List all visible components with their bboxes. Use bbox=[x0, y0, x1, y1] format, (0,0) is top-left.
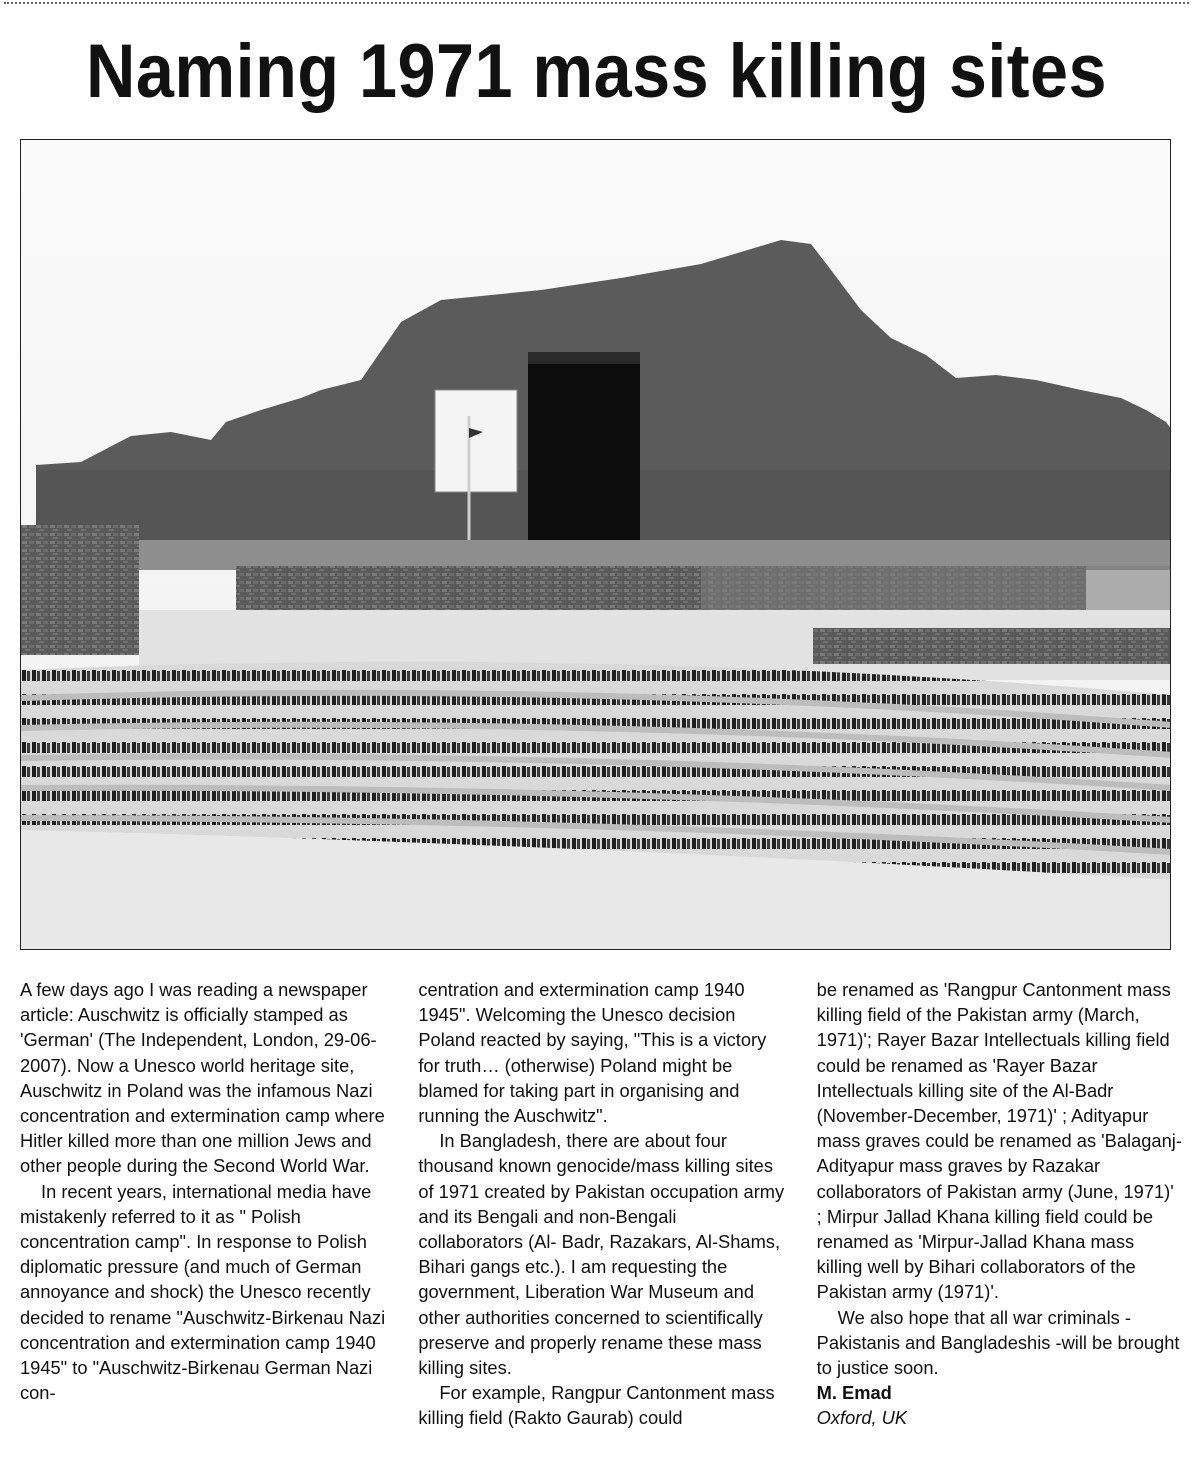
article-column-1 bbox=[20, 977, 386, 1431]
white-plaque bbox=[435, 390, 517, 492]
author-location: Oxford, UK bbox=[816, 1407, 908, 1429]
memorial-illustration bbox=[21, 140, 1171, 950]
paragraph: We also hope that all war criminals - Pakistanis and Bangladeshis -will be brought to justice soon. bbox=[816, 1306, 1180, 1379]
article-body bbox=[20, 977, 1183, 1431]
paragraph: In Bangladesh, there are about four thousand known genocide/mass killing sites of 1971 created by Pakistan occupation army and its Bengali and non-Bengali collaborators (Al- Badr, Razakars, Al-Shams, Bihari gangs etc.). I am requesting the government, Liberation War Museum and other authorities concerned to scientifically preserve and properly rename these mass killing sites. bbox=[418, 1130, 785, 1379]
headline: Naming 1971 mass killing sites bbox=[86, 29, 1107, 114]
monolith-top bbox=[528, 352, 640, 364]
paragraph: centration and extermination camp 1940 1945". Welcoming the Unesco decision Poland reacted by saying, "This is a victory for truth… (otherwise) Poland might be blamed for taking part in organising and running the Auschwitz". bbox=[418, 979, 767, 1127]
paragraph: For example, Rangpur Cantonment mass killing field (Rakto Gaurab) could bbox=[418, 1382, 775, 1429]
author-name: M. Emad bbox=[816, 1382, 892, 1404]
paragraph: In recent years, international media have mistakenly referred to it as " Polish concentration camp". In response to Polish diplomatic pressure (and much of German annoyance and shock) the Unesco recently decided to rename "Auschwitz-Birkenau Nazi concentration and extermination camp 1940 1945" to "Auschwitz-Birkenau German Nazi con- bbox=[20, 1180, 386, 1404]
paragraph: A few days ago I was reading a newspaper article: Auschwitz is officially stamped as 'German' (The Independent, London, 29-06-2007). Now a Unesco world heritage site, Auschwitz in Poland was the infamous Nazi concentration and extermination camp where Hitler killed more than one million Jews and other people during the Second World War. bbox=[20, 979, 385, 1177]
top-dotted-rule bbox=[4, 2, 1189, 4]
left-brick-wall bbox=[21, 525, 139, 655]
right-low-wall bbox=[813, 628, 1171, 664]
memorial-photo bbox=[20, 139, 1171, 950]
article-column-3 bbox=[817, 977, 1183, 1431]
dark-monolith bbox=[528, 352, 640, 545]
paragraph: be renamed as 'Rangpur Cantonment mass killing field of the Pakistan army (March, 1971)'; Rayer Bazar Intellectuals killing field could be renamed as 'Rayer Bazar Intellectuals killing site of the Al-Badr (November-December, 1971)' ; Adityapur mass graves could be renamed as 'Balaganj-Adityapur mass graves by Razakar collaborators of Pakistan army (June, 1971)' ; Mirpur Jallad Khana killing field could be renamed as 'Mirpur-Jallad Khana mass killing well by Bihari collaborators of the Pakistan army (1971)'. bbox=[816, 979, 1182, 1303]
article-column-2 bbox=[418, 977, 784, 1431]
plinth-ledge bbox=[139, 540, 1171, 570]
